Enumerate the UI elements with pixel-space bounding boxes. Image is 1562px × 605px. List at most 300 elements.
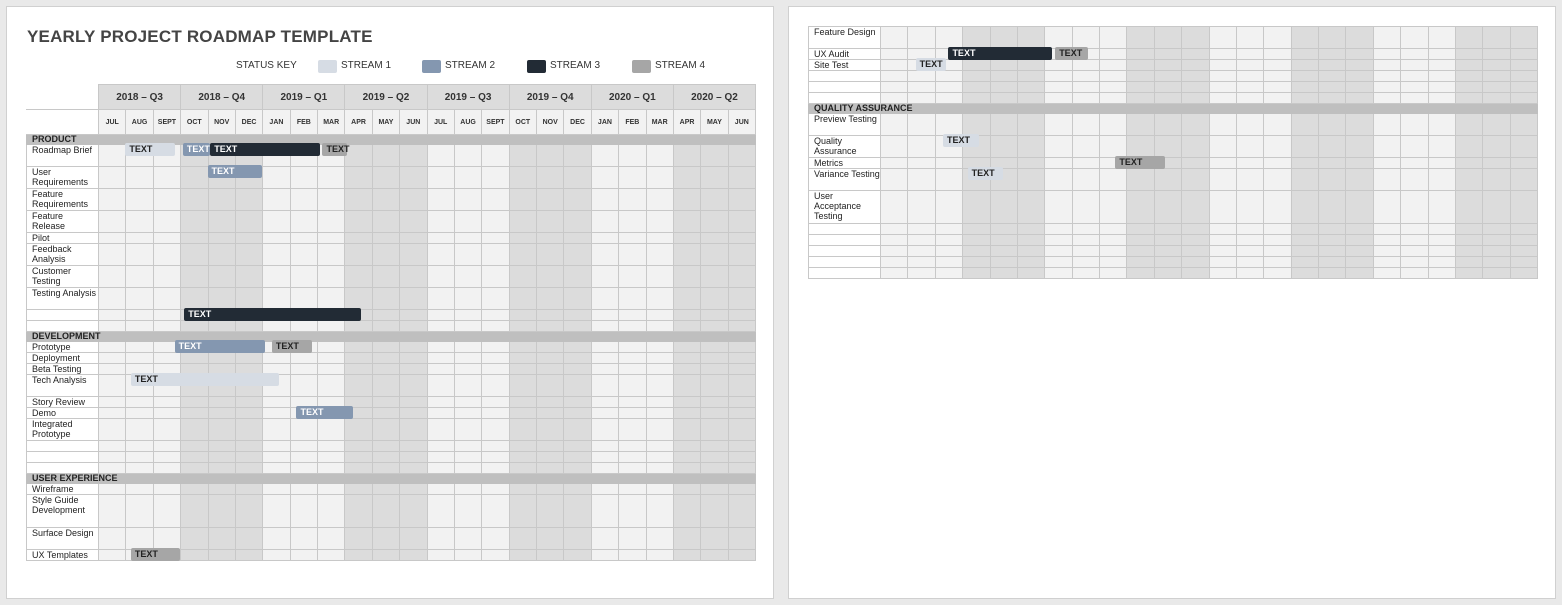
timeline-cell [1182,27,1209,49]
timeline-cell [673,211,700,233]
timeline-cell [482,233,509,244]
timeline-cell [619,408,646,419]
timeline-cell [646,441,673,452]
timeline-cell [126,419,153,441]
row-label: Tech Analysis [27,375,99,397]
roadmap-row [27,244,756,266]
timeline-cell [318,342,345,353]
timeline-cell [990,71,1017,82]
roadmap-bar-stream-2[interactable]: TEXT [175,340,265,353]
timeline-cell [1127,224,1154,235]
timeline-cell [564,550,591,561]
timeline-cell [263,484,290,495]
timeline-cell [263,266,290,288]
timeline-cell [235,353,262,364]
roadmap-bar-stream-3[interactable]: TEXT [210,143,320,156]
roadmap-bar-stream-4[interactable]: TEXT [322,143,347,156]
timeline-cell [290,484,317,495]
timeline-cell [345,167,372,189]
timeline-cell [99,419,126,441]
timeline-cell [1291,268,1318,279]
timeline-cell [1127,257,1154,268]
timeline-cell [318,167,345,189]
timeline-cell [400,342,427,353]
timeline-cell [181,211,208,233]
timeline-cell [1373,235,1400,246]
timeline-cell [881,71,908,82]
timeline-cell [181,244,208,266]
timeline-cell [881,27,908,49]
timeline-cell [701,495,728,528]
timeline-cell [1236,82,1263,93]
row-label [809,268,881,279]
timeline-cell [619,528,646,550]
timeline-cell [1045,93,1072,104]
timeline-cell [537,550,564,561]
roadmap-row [27,310,756,321]
timeline-cell [908,235,935,246]
timeline-cell [1264,60,1291,71]
timeline-cell [728,484,755,495]
timeline-cell [1428,224,1455,235]
month-header: MAY [372,110,399,135]
timeline-cell [345,495,372,528]
timeline-cell [372,441,399,452]
timeline-cell [126,233,153,244]
timeline-cell [1209,169,1236,191]
timeline-cell [126,495,153,528]
timeline-cell [537,211,564,233]
quarter-header: 2020 – Q1 [591,85,673,110]
timeline-cell [673,375,700,397]
timeline-cell [1428,82,1455,93]
timeline-cell [646,452,673,463]
roadmap-bar-stream-1[interactable]: TEXT [125,143,174,156]
roadmap-bar-stream-4[interactable]: TEXT [272,340,312,353]
timeline-cell [1483,235,1510,246]
timeline-cell [990,246,1017,257]
timeline-cell [591,463,618,474]
timeline-cell [99,189,126,211]
month-header: OCT [181,110,208,135]
roadmap-bar-stream-3[interactable]: TEXT [948,47,1052,60]
timeline-cell [181,495,208,528]
timeline-cell [646,321,673,332]
timeline-cell [935,114,962,136]
timeline-cell [935,27,962,49]
timeline-cell [1017,268,1044,279]
timeline-cell [1428,136,1455,158]
month-header: JAN [591,110,618,135]
timeline-cell [126,189,153,211]
timeline-cell [646,266,673,288]
timeline-cell [1428,71,1455,82]
timeline-cell [935,82,962,93]
timeline-cell [400,397,427,408]
timeline-cell [181,550,208,561]
timeline-cell [990,235,1017,246]
timeline-cell [427,550,454,561]
timeline-cell [701,266,728,288]
timeline-cell [345,528,372,550]
roadmap-row [27,419,756,441]
timeline-cell [564,463,591,474]
timeline-cell [1510,224,1537,235]
timeline-cell [701,189,728,211]
timeline-cell [1100,60,1127,71]
timeline-cell [1236,224,1263,235]
timeline-cell [400,244,427,266]
timeline-cell [1319,114,1346,136]
roadmap-row [27,167,756,189]
timeline-cell [1127,136,1154,158]
timeline-cell [153,397,180,408]
timeline-cell [99,288,126,310]
timeline-cell [1483,114,1510,136]
section-header-quality-assurance [809,104,1538,114]
timeline-cell [126,288,153,310]
month-header: JUN [400,110,427,135]
timeline-cell [345,233,372,244]
timeline-cell [1182,136,1209,158]
timeline-cell [482,452,509,463]
timeline-cell [263,288,290,310]
timeline-cell [1072,136,1099,158]
timeline-cell [646,463,673,474]
timeline-cell [372,266,399,288]
timeline-cell [619,288,646,310]
timeline-cell [208,441,235,452]
roadmap-bar-stream-3[interactable]: TEXT [184,308,361,321]
timeline-cell [1154,191,1181,224]
timeline-cell [537,189,564,211]
month-header: AUG [126,110,153,135]
timeline-cell [1264,27,1291,49]
timeline-cell [1045,191,1072,224]
timeline-cell [482,244,509,266]
timeline-cell [673,495,700,528]
timeline-cell [619,484,646,495]
timeline-cell [153,244,180,266]
timeline-cell [1236,257,1263,268]
timeline-cell [1127,49,1154,60]
timeline-cell [881,49,908,60]
timeline-cell [235,244,262,266]
timeline-cell [701,452,728,463]
timeline-cell [290,550,317,561]
timeline-cell [509,288,536,310]
timeline-cell [1127,114,1154,136]
timeline-cell [591,288,618,310]
timeline-cell [646,310,673,321]
timeline-cell [963,235,990,246]
timeline-cell [126,321,153,332]
timeline-cell [345,321,372,332]
roadmap-bar-stream-1[interactable]: TEXT [943,134,979,147]
timeline-cell [1072,169,1099,191]
timeline-cell [1510,114,1537,136]
timeline-cell [427,375,454,397]
timeline-cell [1045,268,1072,279]
timeline-cell [1154,60,1181,71]
timeline-cell [728,397,755,408]
timeline-cell [591,495,618,528]
timeline-cell [427,321,454,332]
timeline-cell [1455,27,1482,49]
timeline-cell [454,233,481,244]
month-header: NOV [537,110,564,135]
timeline-cell [646,550,673,561]
timeline-cell [1455,49,1482,60]
timeline-cell [482,321,509,332]
timeline-cell [728,441,755,452]
timeline-cell [673,484,700,495]
row-label: Wireframe [27,484,99,495]
timeline-cell [400,452,427,463]
legend-label-stream-2: STREAM 2 [445,60,496,71]
timeline-cell [1072,224,1099,235]
timeline-cell [1236,71,1263,82]
roadmap-bar-stream-2[interactable]: TEXT [296,406,352,419]
timeline-cell [427,408,454,419]
row-label: Feedback Analysis [27,244,99,266]
timeline-cell [1236,93,1263,104]
timeline-cell [99,408,126,419]
timeline-cell [345,452,372,463]
roadmap-row [27,353,756,364]
timeline-cell [935,235,962,246]
timeline-cell [290,364,317,375]
row-label: Style Guide Development [27,495,99,528]
row-label [809,71,881,82]
header-corner-month [27,110,99,135]
timeline-cell [1510,136,1537,158]
timeline-cell [728,342,755,353]
timeline-cell [1182,71,1209,82]
timeline-cell [235,321,262,332]
roadmap-row [809,169,1538,191]
timeline-cell [1182,169,1209,191]
quarter-header: 2019 – Q2 [345,85,427,110]
timeline-cell [400,528,427,550]
timeline-cell [1483,224,1510,235]
timeline-cell [646,364,673,375]
timeline-cell [1209,191,1236,224]
timeline-cell [372,528,399,550]
timeline-cell [1017,191,1044,224]
timeline-cell [591,441,618,452]
timeline-cell [619,441,646,452]
timeline-cell [509,408,536,419]
quarter-header: 2019 – Q4 [509,85,591,110]
timeline-cell [372,244,399,266]
timeline-cell [290,495,317,528]
timeline-cell [400,441,427,452]
roadmap-row [809,27,1538,49]
timeline-cell [454,342,481,353]
timeline-cell [263,233,290,244]
timeline-cell [509,244,536,266]
timeline-cell [908,158,935,169]
timeline-cell [509,495,536,528]
timeline-cell [1154,257,1181,268]
timeline-cell [235,463,262,474]
timeline-cell [427,484,454,495]
roadmap-bar-stream-1[interactable]: TEXT [131,373,279,386]
timeline-cell [482,167,509,189]
timeline-cell [619,463,646,474]
timeline-cell [701,145,728,167]
timeline-cell [619,495,646,528]
timeline-cell [345,419,372,441]
timeline-cell [619,244,646,266]
timeline-cell [345,266,372,288]
timeline-cell [881,158,908,169]
timeline-cell [591,397,618,408]
timeline-cell [881,235,908,246]
timeline-cell [290,288,317,310]
timeline-cell [701,167,728,189]
timeline-cell [1154,224,1181,235]
timeline-cell [1264,49,1291,60]
roadmap-bar-stream-2[interactable]: TEXT [183,143,210,156]
timeline-cell [1236,191,1263,224]
timeline-cell [537,528,564,550]
timeline-cell [564,484,591,495]
timeline-cell [673,233,700,244]
roadmap-row [809,246,1538,257]
timeline-cell [935,246,962,257]
timeline-cell [908,257,935,268]
timeline-cell [345,550,372,561]
timeline-cell [400,484,427,495]
timeline-cell [318,189,345,211]
timeline-cell [1428,49,1455,60]
timeline-cell [153,408,180,419]
roadmap-bar-stream-4[interactable]: TEXT [131,548,180,561]
timeline-cell [400,145,427,167]
timeline-cell [208,408,235,419]
timeline-cell [1264,158,1291,169]
timeline-cell [1455,235,1482,246]
timeline-cell [1401,235,1428,246]
timeline-cell [181,353,208,364]
timeline-cell [290,528,317,550]
timeline-cell [1291,235,1318,246]
timeline-cell [591,211,618,233]
timeline-cell [153,495,180,528]
row-label: Metrics [809,158,881,169]
timeline-cell [1346,136,1373,158]
timeline-cell [454,463,481,474]
timeline-cell [208,244,235,266]
timeline-cell [537,233,564,244]
timeline-cell [1236,60,1263,71]
timeline-cell [153,528,180,550]
timeline-cell [99,167,126,189]
timeline-cell [701,463,728,474]
timeline-cell [318,419,345,441]
timeline-cell [99,375,126,397]
timeline-cell [728,145,755,167]
timeline-cell [1401,158,1428,169]
timeline-cell [482,408,509,419]
roadmap-bar-stream-2[interactable]: TEXT [208,165,263,178]
timeline-cell [263,463,290,474]
timeline-cell [673,397,700,408]
timeline-cell [1483,71,1510,82]
timeline-cell [1455,191,1482,224]
month-header: JUN [728,110,755,135]
timeline-cell [908,268,935,279]
timeline-cell [935,191,962,224]
timeline-cell [990,27,1017,49]
roadmap-bar-stream-1[interactable]: TEXT [916,58,946,71]
timeline-cell [728,452,755,463]
timeline-cell [454,441,481,452]
roadmap-bar-stream-1[interactable]: TEXT [968,167,1004,180]
timeline-cell [935,268,962,279]
timeline-cell [728,288,755,310]
timeline-cell [1401,268,1428,279]
timeline-cell [263,441,290,452]
timeline-cell [619,233,646,244]
timeline-cell [372,452,399,463]
timeline-cell [1072,191,1099,224]
timeline-cell [935,71,962,82]
timeline-cell [1291,257,1318,268]
timeline-cell [1045,246,1072,257]
legend-swatch-stream-1 [318,60,337,73]
timeline-cell [345,211,372,233]
timeline-cell [1236,246,1263,257]
timeline-cell [372,408,399,419]
timeline-cell [1346,60,1373,71]
row-label: Quality Assurance [809,136,881,158]
timeline-cell [181,321,208,332]
legend-label-stream-4: STREAM 4 [655,60,706,71]
timeline-cell [509,353,536,364]
roadmap-row [27,463,756,474]
roadmap-bar-stream-4[interactable]: TEXT [1055,47,1088,60]
roadmap-row [809,158,1538,169]
row-label: Feature Release [27,211,99,233]
timeline-cell [564,441,591,452]
timeline-cell [1346,71,1373,82]
roadmap-row [809,235,1538,246]
timeline-cell [99,441,126,452]
timeline-cell [290,321,317,332]
timeline-cell [1319,169,1346,191]
timeline-cell [126,266,153,288]
timeline-cell [99,550,126,561]
timeline-cell [208,484,235,495]
timeline-cell [564,353,591,364]
roadmap-bar-stream-4[interactable]: TEXT [1115,156,1164,169]
timeline-cell [290,441,317,452]
timeline-cell [1319,235,1346,246]
timeline-cell [990,136,1017,158]
timeline-cell [1401,114,1428,136]
timeline-cell [454,244,481,266]
section-header-development [27,332,756,342]
timeline-cell [537,244,564,266]
month-header: MAR [318,110,345,135]
timeline-cell [564,375,591,397]
timeline-cell [728,353,755,364]
row-label [27,321,99,332]
timeline-cell [235,266,262,288]
